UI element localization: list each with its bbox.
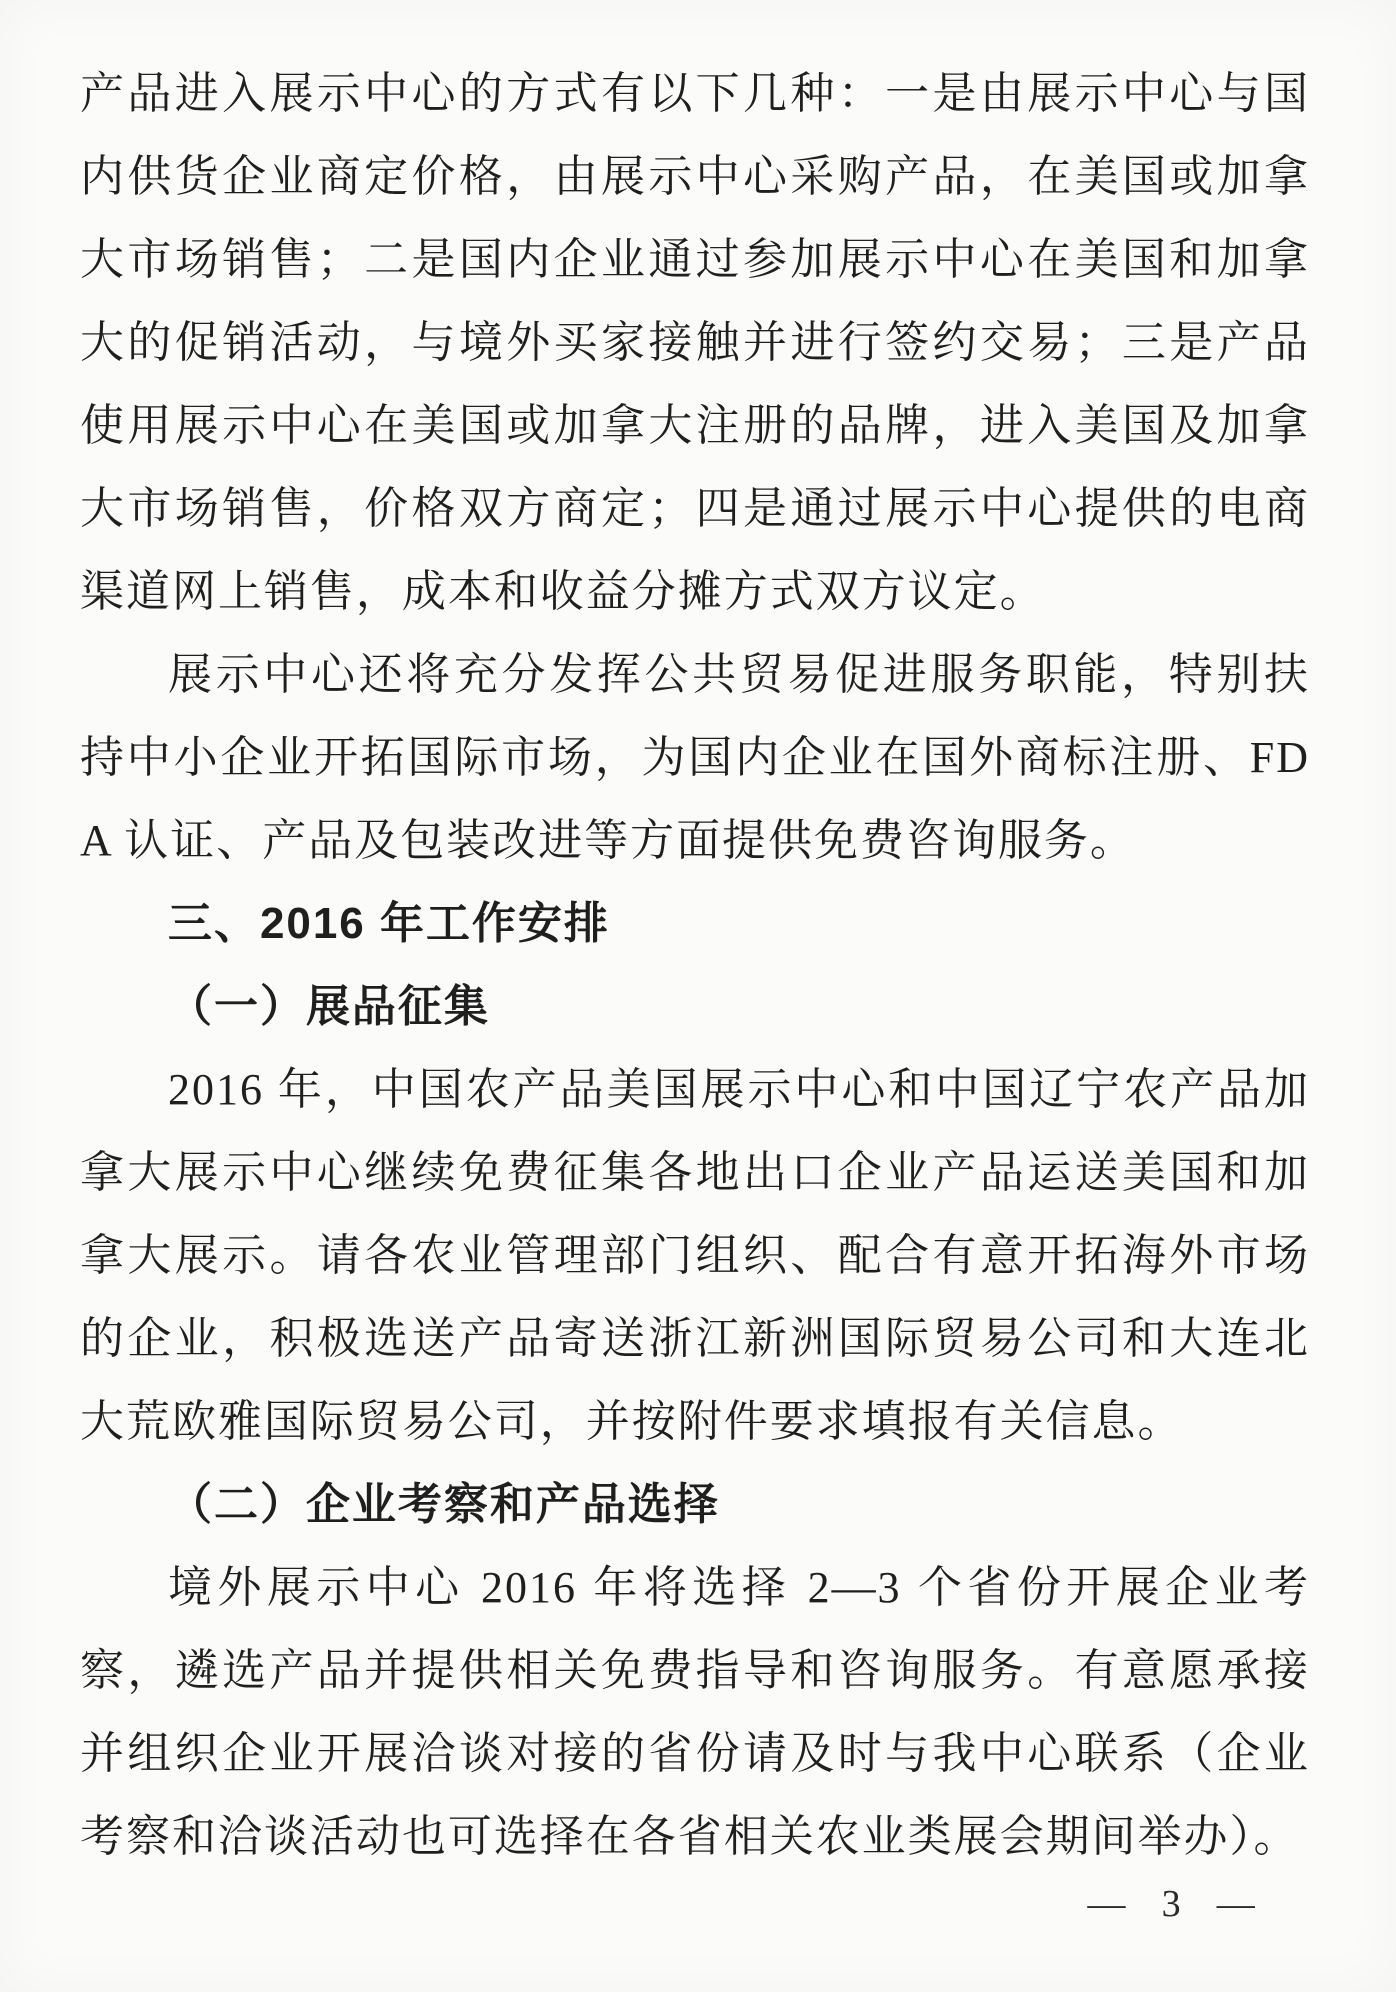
page-number: — 3 —	[1087, 1883, 1268, 1925]
paragraph-enterprise-inspection-details: 境外展示中心 2016 年将选择 2—3 个省份开展企业考察，遴选产品并提供相关免费指导和咨询服务。有意愿承接并组织企业开展洽谈对接的省份请及时与我中心联系（企业考察和洽谈活动也可选择在各省相关农业类展会期间举办）。	[80, 1563, 1310, 1861]
heading-section-2016-work-plan: 三、2016 年工作安排	[168, 899, 610, 948]
document-body	[80, 52, 1310, 1878]
paragraph-exhibit-collection-details: 2016 年，中国农产品美国展示中心和中国辽宁农产品加拿大展示中心继续免费征集各地出口企业产品运送美国和加拿大展示。请各农业管理部门组织、配合有意开拓海外市场的企业，积极选送产品寄送浙江新洲国际贸易公司和大连北大荒欧雅国际贸易公司，并按附件要求填报有关信息。	[80, 1065, 1310, 1446]
heading-subsection-enterprise-inspection: （二）企业考察和产品选择	[168, 1480, 720, 1529]
paragraph-trade-promotion-services: 展示中心还将充分发挥公共贸易促进服务职能，特别扶持中小企业开拓国际市场，为国内企业在国外商标注册、FDA 认证、产品及包装改进等方面提供免费咨询服务。	[80, 650, 1310, 865]
heading-subsection-exhibit-collection: （一）展品征集	[168, 982, 490, 1031]
paragraph-continued-from-previous-page: 产品进入展示中心的方式有以下几种：一是由展示中心与国内供货企业商定价格，由展示中心采购产品，在美国或加拿大市场销售；二是国内企业通过参加展示中心在美国和加拿大的促销活动，与境外买家接触并进行签约交易；三是产品使用展示中心在美国或加拿大注册的品牌，进入美国及加拿大市场销售，价格双方商定；四是通过展示中心提供的电商渠道网上销售，成本和收益分摊方式双方议定。	[80, 69, 1310, 616]
